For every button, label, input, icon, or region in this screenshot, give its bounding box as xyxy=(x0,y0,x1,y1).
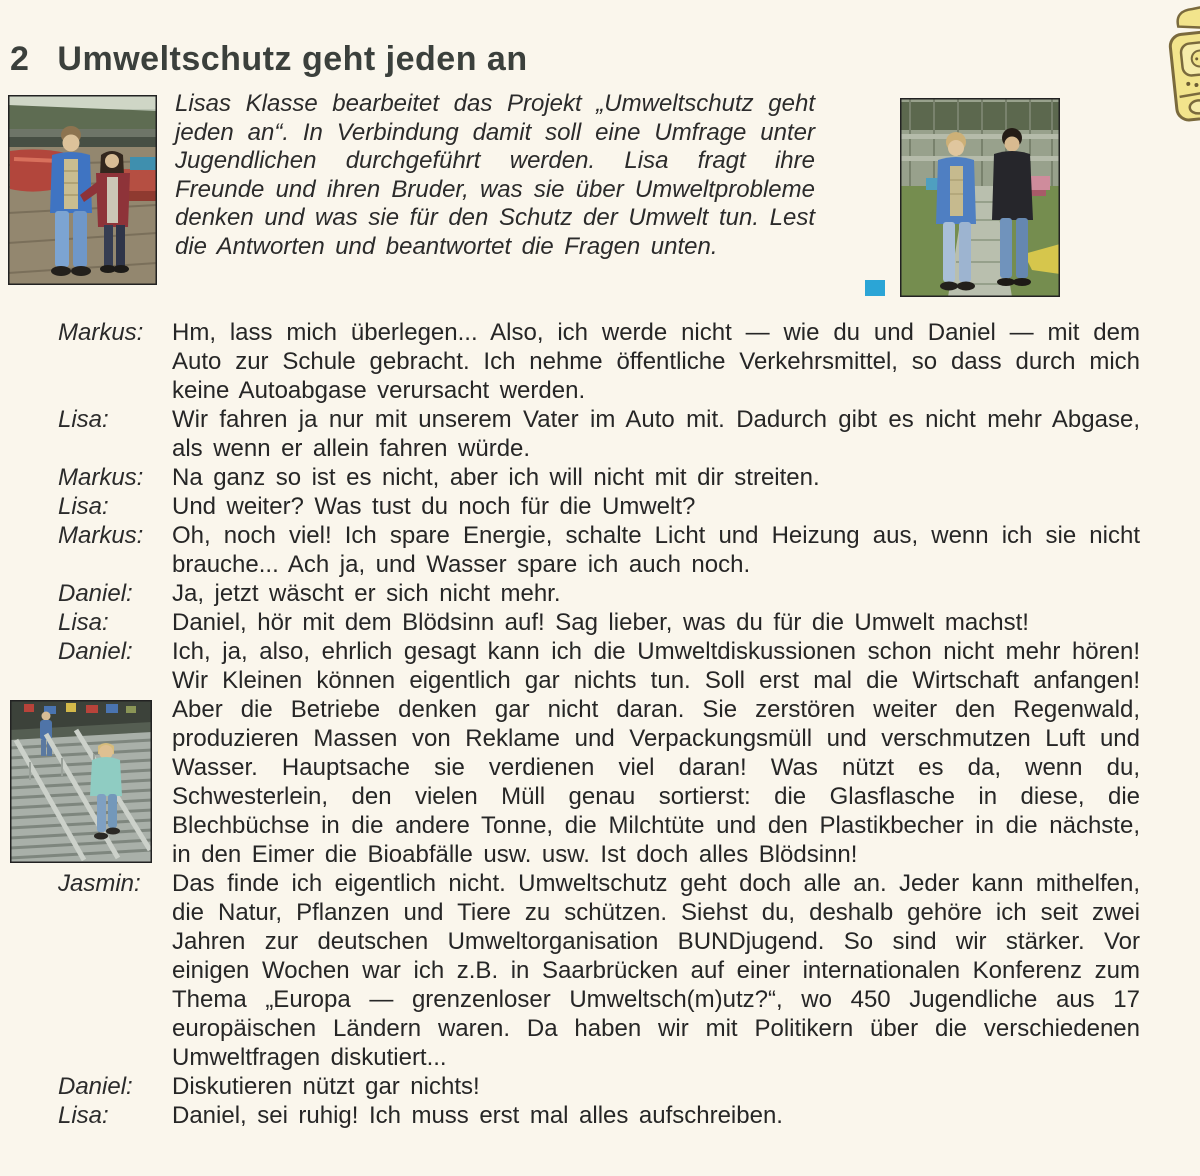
speech-text: Und weiter? Was tust du noch für die Umwelt? xyxy=(172,493,696,520)
dialogue-row xyxy=(58,492,1140,521)
section-number: 2 xyxy=(10,40,30,78)
speaker-label: Lisa: xyxy=(58,1102,109,1129)
page-title xyxy=(10,40,528,79)
speaker-label: Markus: xyxy=(58,522,144,549)
speech-text: Das finde ich eigentlich nicht. Umweltschutz geht doch alle an. Jeder kann mithelfen, die Natur, Pflanzen und Tiere zu schützen. Siehst du, deshalb gehöre ich seit zwei Jahren zur deutschen Umweltorganisation BUNDjugend. So sind wir stärker. Vor einigen Wochen war ich z.B. in Saarbrücken auf einer internationalen Konferenz zum Thema „Europa — grenzenloser Umweltsch(m)utz?“, wo 450 Jugendliche aus 17 europäischen Ländern waren. Da haben wir mit Politikern über die verschiedenen Umweltfragen diskutiert... xyxy=(172,870,1140,1071)
dialogue-row xyxy=(58,1072,1140,1101)
blue-square-marker xyxy=(865,280,885,296)
section-title: Umweltschutz geht jeden an xyxy=(57,40,528,78)
speech-text: Wir fahren ja nur mit unserem Vater im Auto mit. Dadurch gibt es nicht mehr Abgase, als wenn er allein fahren würde. xyxy=(172,406,1140,462)
dialogue-row xyxy=(58,521,1140,579)
dialogue-row xyxy=(58,637,1140,869)
speaker-label: Daniel: xyxy=(58,1073,133,1100)
speaker-label: Lisa: xyxy=(58,493,109,520)
speech-text: Ja, jetzt wäscht er sich nicht mehr. xyxy=(172,580,561,607)
photo-boy-girl-deck xyxy=(8,95,157,285)
speaker-label: Daniel: xyxy=(58,580,133,607)
dialogue-row xyxy=(58,608,1140,637)
speech-text: Ich, ja, also, ehrlich gesagt kann ich die Umweltdiskussionen schon nicht mehr hören! Wir Kleinen können eigentlich gar nichts tun. Soll erst mal die Wirtschaft anfangen! Aber die Betriebe denken gar nicht daran. Sie zerstören weiter den Regenwald, produzieren Massen von Reklame und Verpackungsmüll und verschmutzen Luft und Wasser. Hauptsache sie verdienen viel daran! Was nützt es da, wenn du, Schwesterlein, den vielen Müll genau sortierst: die Glasflasche in diese, die Blechbüchse in die andere Tonne, die Milchtüte und den Plastikbecher in die nächste, in den Eimer die Bioabfälle usw. usw. Ist doch alles Blödsinn! xyxy=(172,638,1140,868)
intro-text: Lisas Klasse bearbeitet das Projekt „Umweltschutz geht jeden an“. In Verbindung damit soll eine Umfrage unter Jugendlichen durchgeführt werden. Lisa fragt ihre Freunde und ihren Bruder, was sie über Umweltprobleme denken und was sie für den Schutz der Umwelt tun. Lest die Antworten und beantwortet die Fragen unten. xyxy=(175,90,815,260)
photo-girl-stairs xyxy=(10,700,152,863)
speech-text: Diskutieren nützt gar nichts! xyxy=(172,1073,480,1100)
speech-text: Daniel, sei ruhig! Ich muss erst mal alles aufschreiben. xyxy=(172,1102,783,1129)
speech-text: Oh, noch viel! Ich spare Energie, schalte Licht und Heizung aus, wenn ich sie nicht brauche... Ach ja, und Wasser spare ich auch noch. xyxy=(172,522,1140,578)
speaker-label: Daniel: xyxy=(58,638,133,665)
speech-text: Hm, lass mich überlegen... Also, ich werde nicht — wie du und Daniel — mit dem Auto zur Schule gebracht. Ich nehme öffentliche Verkehrsmittel, so dass durch mich keine Autoabgase verursacht werden. xyxy=(172,319,1140,404)
dialogue-row xyxy=(58,1101,1140,1130)
speech-text: Na ganz so ist es nicht, aber ich will nicht mit dir streiten. xyxy=(172,464,820,491)
dialogue-row xyxy=(58,463,1140,492)
speaker-label: Markus: xyxy=(58,464,144,491)
speaker-label: Jasmin: xyxy=(58,870,141,897)
cassette-icon xyxy=(1164,0,1200,126)
dialogue-row xyxy=(58,869,1140,1072)
dialogue-row xyxy=(58,318,1140,405)
dialogue-row xyxy=(58,579,1140,608)
dialogue xyxy=(58,318,1140,1130)
speaker-label: Lisa: xyxy=(58,609,109,636)
dialogue-row xyxy=(58,405,1140,463)
photo-two-boys-talking xyxy=(900,98,1060,297)
speaker-label: Lisa: xyxy=(58,406,109,433)
speaker-label: Markus: xyxy=(58,319,144,346)
speech-text: Daniel, hör mit dem Blödsinn auf! Sag lieber, was du für die Umwelt machst! xyxy=(172,609,1029,636)
